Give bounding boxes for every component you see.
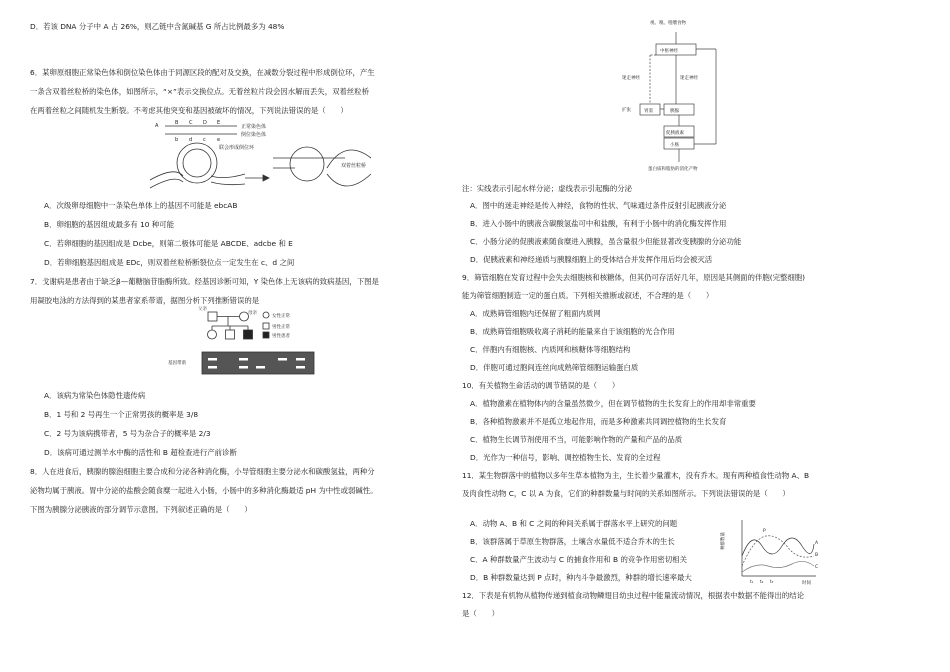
gene-a-top: A xyxy=(155,123,159,129)
series-c-curve xyxy=(742,561,814,572)
q7-stem-line-2: 用凝胶电泳的方法得到的某患者家系带谱，据图分析下列推断错误的是 xyxy=(30,296,260,305)
intestine-box xyxy=(664,138,694,149)
gel-band-panel xyxy=(202,352,314,374)
gene-b-top: B xyxy=(175,120,179,126)
q11-option-b: B．该群落属于草原生物群落，土壤含水量低不适合乔木的生长 xyxy=(470,537,675,546)
series-a-curve xyxy=(742,538,814,556)
q11-option-a: A．动物 A、B 和 C 之间的种间关系属于群落水平上研究的问题 xyxy=(470,519,678,528)
q10-option-b: B．各种植物激素并不是孤立地起作用，而是多种激素共同调控植物的生长发育 xyxy=(470,417,727,426)
q8-stem-line-3: 下图为胰腺分泌胰液的部分调节示意图。下列叙述正确的是（ ） xyxy=(30,505,252,514)
stimulus-label: 视、嗅、咀嚼食物 xyxy=(650,21,686,26)
gel-band-label: 基因带谱 xyxy=(168,361,186,366)
q6-stem-line-1: 6．某卵原细胞正常染色体和倒位染色体由于同源区段的配对及交换，在减数分裂过程中形成倒位环，产生 xyxy=(30,68,375,77)
series-a-label: A xyxy=(815,541,819,546)
q6-option-c: C．若卵细胞的基因组成是 Dcbe，则第二极体可能是 ABCDE、adcbe 和 E xyxy=(44,239,293,248)
q8-option-a: A．图中的迷走神经是传入神经，食物的性状、气味通过条件反射引起胰液分泌 xyxy=(470,201,727,210)
bridge-label: 双着丝粒桥 xyxy=(341,163,367,169)
graph-xlabel: 时间 xyxy=(802,581,811,586)
q6-option-a: A．次级卵母细胞中一条染色单体上的基因不可能是 ebcAB xyxy=(44,201,238,210)
legend-male-affected: 男性患者 xyxy=(272,334,290,339)
vagus-right-label: 迷走神经 xyxy=(680,76,698,81)
pancreas-regulation-figure xyxy=(620,14,745,176)
gene-b-bottom: b xyxy=(175,137,179,143)
pancreas-label: 胰腺 xyxy=(670,109,679,114)
q10-option-d: D．光作为一种信号，影响、调控植物生长、发育的全过程 xyxy=(470,453,661,462)
q6-option-b: B．卵细胞的基因组成最多有 10 种可能 xyxy=(44,220,175,229)
q9-option-b: B．成熟筛管细胞吸收离子消耗的能量来自于该细胞的光合作用 xyxy=(470,327,675,336)
legend-male-normal: 男性正常 xyxy=(272,325,290,330)
inversion-loop-inner xyxy=(183,149,211,177)
q8-option-b: B．进入小肠中的胰液含碳酸氢盐可中和盐酸，有利于小肠中的消化酶发挥作用 xyxy=(470,219,727,228)
secretin-label: 促胰液素 xyxy=(666,131,684,136)
inversion-loop-figure xyxy=(145,118,395,192)
q7-option-c: C．2 号为该病携带者，5 号为杂合子的概率是 2/3 xyxy=(44,429,211,438)
xtick-t2: t₂ xyxy=(760,579,764,584)
series-b-label: B xyxy=(815,553,819,558)
point-p-label: P xyxy=(763,529,766,534)
intestine-label: 小肠 xyxy=(670,143,679,148)
q11-option-c: C．A 种群数量产生波动与 C 的捕食作用和 B 的竞争作用密切相关 xyxy=(470,555,687,564)
q6-option-d: D．若卵细胞基因组成是 EDc，则双着丝粒桥断裂位点一定发生在 c、d 之间 xyxy=(44,258,295,267)
vagus-left-label: 迷走神经 xyxy=(622,76,640,81)
inverted-chromosome-label: 倒位染色体 xyxy=(241,132,267,138)
cns-label: 中枢神经 xyxy=(660,49,678,54)
q8-option-d: D．促胰液素和神经递质与胰腺细胞上的受体结合并发挥作用后均会被灭活 xyxy=(470,255,713,264)
q7-stem-line-1: 7．戈谢病是患者由于缺乏β—葡糖脑苷脂酶所致。经基因诊断可知，Y 染色体上无该病的致病基因，下图是 xyxy=(30,277,379,286)
father-label: 父亲 xyxy=(198,307,207,312)
q11-option-d: D．B 种群数量达到 P 点时，种内斗争最激烈，种群的增长速率最大 xyxy=(470,573,692,582)
figure-note: 注：实线表示引起水样分泌；虚线表示引起酶的分泌 xyxy=(462,184,632,193)
distension-label: 扩张 xyxy=(622,108,631,113)
q7-option-b: B．1 号和 2 号再生一个正常男孩的概率是 3/8 xyxy=(44,410,199,419)
digestion-products-label: 蛋白质和脂肪的消化产物 xyxy=(648,167,698,172)
q12-stem-line-1: 12．下表是有机物从植物传递到植食动物鳞翅目幼虫过程中能量流动情况，根据表中数据不能得出的结论 xyxy=(462,591,804,600)
q12-stem-line-2: 是（ ） xyxy=(462,609,499,618)
q7-option-a: A．该病为常染色体隐性遗传病 xyxy=(44,391,146,400)
q9-stem-line-2: 能为筛管细胞制造一定的蛋白质。下列相关推断或叙述，不合理的是（ ） xyxy=(462,291,714,300)
q6-stem-line-3: 在两着丝粒之间随机发生断裂。不考虑其他突变和基因被破坏的情况，下列说法错误的是（ ） xyxy=(30,106,348,115)
normal-chromosome-label: 正常染色体 xyxy=(241,124,267,130)
gene-e-top: E xyxy=(217,120,221,126)
graph-ylabel: 种群数量 xyxy=(721,532,726,550)
gene-d-bottom: d xyxy=(189,137,193,143)
q8-stem-line-1: 8．人在进食后，胰腺的腺泡细胞主要合成和分泌各种消化酶，小导管细胞主要分泌水和碳酸氢盐，两种分 xyxy=(30,467,375,476)
q9-option-a: A．成熟筛管细胞内还保留了粗面内质网 xyxy=(470,309,601,318)
legend-female-normal: 女性正常 xyxy=(272,314,290,319)
q10-option-a: A．植物激素在植物体内的含量虽然微少，但在调节植物的生长发育上的作用却非常重要 xyxy=(470,399,756,408)
affected-male-symbol xyxy=(244,330,253,339)
q7-option-d: D．该病可通过测羊水中酶的活性和 B 超检查进行产前诊断 xyxy=(44,448,237,457)
xtick-t1: t₁ xyxy=(750,579,754,584)
pancreas-box xyxy=(664,104,694,115)
q5-option-d: D．若该 DNA 分子中 A 占 26%，则乙链中含氮碱基 G 所占比例最多为 48% xyxy=(30,22,285,31)
q6-stem-line-2: 一条含双着丝粒桥的染色体，如图所示，“×”表示交换位点。无着丝粒片段会因水解而丢失，双着丝粒桥 xyxy=(30,87,370,96)
mother-label: 母亲 xyxy=(248,311,257,316)
loop-label: 联会形成倒位环 xyxy=(219,145,255,151)
pedigree-gel-figure xyxy=(168,306,338,380)
q10-option-c: C．植物生长调节剂使用不当，可能影响作物的产量和产品的品质 xyxy=(470,435,683,444)
q11-stem-line-2: 及肉食性动物 C，C 以 A 为食，它们的种群数量与时间的关系如图所示。下列说法错误的是（ ） xyxy=(462,489,790,498)
q11-stem-line-1: 11．某生物群落中的植物以多年生草本植物为主，生长着少量灌木，没有乔木。现有两种植食性动物 A、B xyxy=(462,471,810,480)
q8-option-c: C．小肠分泌的促胰液素随食糜进入胰腺，虽含量很少但能显著改变胰腺的分泌功能 xyxy=(470,237,742,246)
q10-stem: 10．有关植物生命活动的调节错误的是（ ） xyxy=(462,381,620,390)
gene-c-top: C xyxy=(189,120,193,126)
gene-c-bottom: c xyxy=(203,137,206,143)
loop-result-circle xyxy=(290,147,324,181)
q9-stem-line-1: 9．筛管细胞在发育过程中会失去细胞核和核糖体，但其仍可存活好几年，原因是其侧面的伴胞(完整细胞) xyxy=(462,273,806,282)
gene-e-bottom: e xyxy=(217,137,221,143)
stomach-label: 胃窦 xyxy=(644,109,653,114)
father-symbol xyxy=(208,312,217,321)
q8-stem-line-2: 泌物均属于胰液。胃中分泌的盐酸会随食糜一起进入小肠，小肠中的多种消化酶最适 pH 为中性或弱碱性。 xyxy=(30,486,378,495)
population-graph xyxy=(721,516,820,586)
gene-d-top: D xyxy=(203,120,207,126)
xtick-t3: t₃ xyxy=(770,579,774,584)
q9-option-d: D．伴胞可通过胞间连丝向成熟筛管细胞运输蛋白质 xyxy=(470,363,639,372)
q9-option-c: C．伴胞内有细胞核、内质网和核糖体等细胞结构 xyxy=(470,345,631,354)
series-c-label: C xyxy=(815,565,819,570)
